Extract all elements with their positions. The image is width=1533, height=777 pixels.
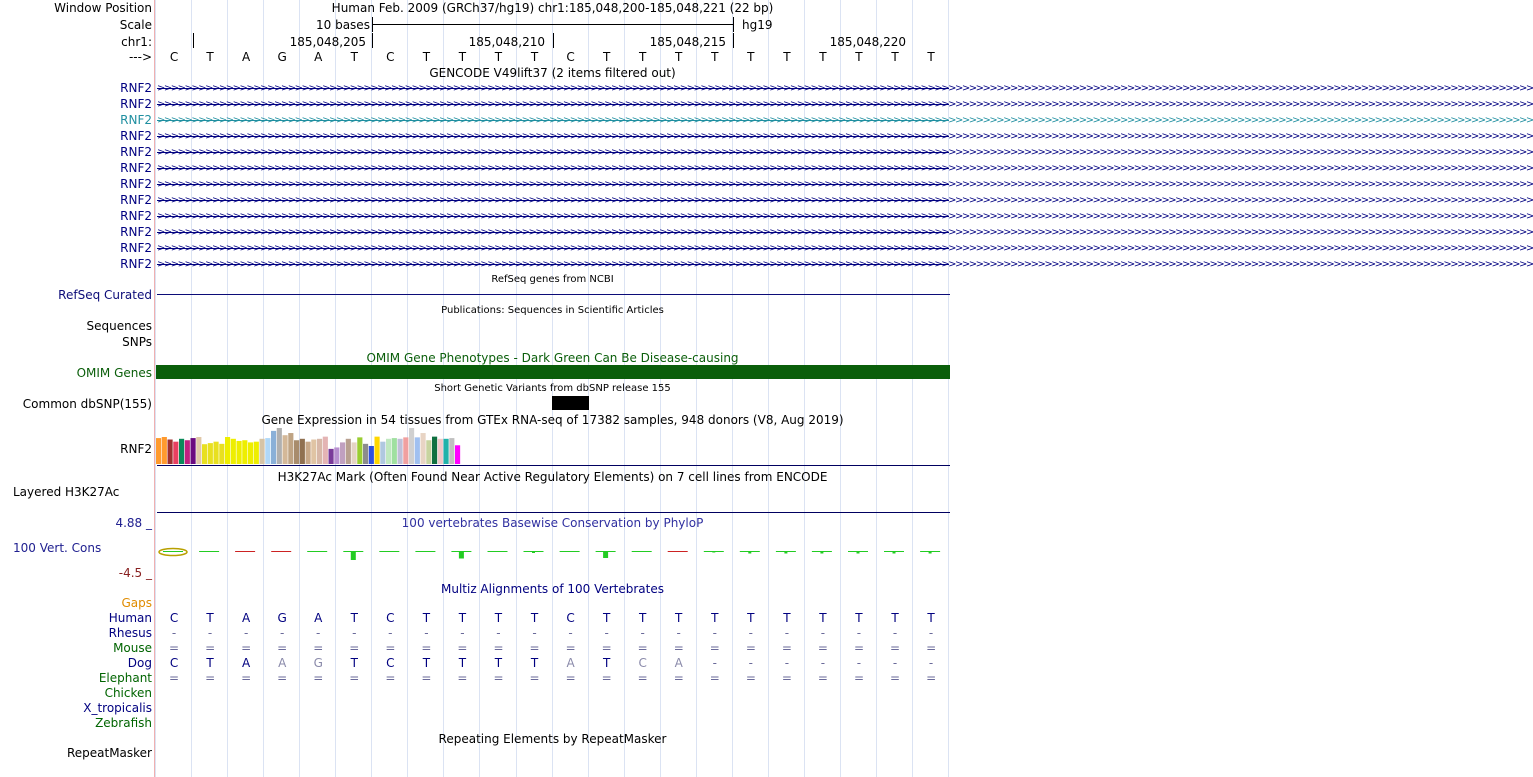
base-letter: T: [350, 50, 358, 64]
phylop-score-bar[interactable]: [208, 551, 211, 552]
base-letter: T: [819, 50, 827, 64]
alignment-base: =: [349, 671, 360, 685]
alignment-base: -: [532, 626, 537, 640]
alignment-base: G: [277, 611, 287, 625]
alignment-base: T: [855, 611, 863, 625]
gencode-transcript[interactable]: [157, 162, 1533, 175]
alignment-base: C: [169, 611, 179, 625]
alignment-base: =: [637, 671, 648, 685]
gtex-tissue-bar[interactable]: [202, 444, 207, 464]
gencode-transcript[interactable]: [157, 82, 1533, 95]
gtex-tissue-bar[interactable]: [398, 439, 403, 464]
gencode-item-label[interactable]: RNF2: [120, 145, 152, 159]
scale-label[interactable]: Scale: [119, 18, 152, 32]
alignment-base: =: [493, 671, 504, 685]
gencode-transcript[interactable]: [157, 194, 1533, 207]
alignment-base: A: [314, 611, 323, 625]
species-label[interactable]: Dog: [127, 656, 152, 670]
alignment-base: T: [675, 611, 683, 625]
gtex-tissue-bar[interactable]: [254, 442, 259, 464]
species-label[interactable]: Elephant: [98, 671, 152, 685]
base-letter: T: [891, 50, 899, 64]
phylop-label[interactable]: 100 Vert. Cons: [13, 541, 102, 555]
alignment-base: =: [817, 671, 828, 685]
gtex-tissue-bar[interactable]: [380, 442, 385, 464]
dbsnp-variant[interactable]: [552, 396, 589, 410]
alignment-base: C: [638, 656, 647, 670]
base-letter: A: [242, 50, 251, 64]
gtex-tissue-bar[interactable]: [156, 438, 161, 464]
alignment-base: -: [892, 656, 898, 670]
phylop-score-bar[interactable]: [316, 551, 319, 552]
chrom-tick-label: 185,048,205: [289, 35, 366, 49]
phylop-score-bar[interactable]: [172, 551, 175, 552]
alignment-base: -: [748, 656, 753, 670]
gtex-tissue-bar[interactable]: [386, 439, 391, 464]
phylop-score-bar[interactable]: [532, 551, 535, 553]
alignment-base: -: [856, 656, 862, 670]
chrom-tick-label: 185,048,220: [829, 35, 906, 49]
species-label[interactable]: Zebrafish: [95, 716, 152, 730]
gencode-item-label[interactable]: RNF2: [120, 225, 152, 239]
alignment-base: -: [748, 626, 753, 640]
gtex-tissue-bar[interactable]: [225, 437, 230, 464]
alignment-base: =: [493, 641, 504, 655]
gtex-tissue-bar[interactable]: [334, 447, 339, 464]
gtex-tissue-bar[interactable]: [444, 439, 449, 464]
alignment-base: G: [313, 656, 323, 670]
alignment-base: -: [388, 626, 393, 640]
phylop-title[interactable]: 100 vertebrates Basewise Conservation by PhyloP: [401, 516, 704, 530]
strand-arrows: >>>>>>>>>>>>>>>>>>>>>>>>>>>>>>>>>>>>>>>>>>>>>>>>>>>>>>>>>>>>>>>>>>>>>>>>>>>>>>>>>>>>>>>>>>>>>>>>>>>>>>>>>>>>>>>>>>>>>>>>>>>>>>>>>>>>>>>>>>>>>>>>>>>>>>>>>>>>>>>>>>>>>>>>>>>>>>>>>>>>>>>>>>>>>>>>>>>>>>>>: [157, 259, 1533, 270]
base-letter: T: [422, 50, 431, 64]
base-letter: T: [206, 50, 214, 64]
strand-arrows: >>>>>>>>>>>>>>>>>>>>>>>>>>>>>>>>>>>>>>>>>>>>>>>>>>>>>>>>>>>>>>>>>>>>>>>>>>>>>>>>>>>>>>>>>>>>>>>>>>>>>>>>>>>>>>>>>>>>>>>>>>>>>>>>>>>>>>>>>>>>>>>>>>>>>>>>>>>>>>>>>>>>>>>>>>>>>>>>>>>>>>>>>>>>>>>>>>>>>>>>: [157, 195, 1533, 206]
alignment-base: -: [676, 626, 681, 640]
alignment-base: =: [601, 641, 612, 655]
gtex-tissue-bar[interactable]: [346, 439, 351, 464]
alignment-base: T: [494, 656, 503, 670]
phylop-score-bar[interactable]: [820, 551, 823, 554]
chrom-tick-mark: [372, 33, 373, 48]
scale-bar-right-tick: [733, 17, 734, 32]
alignment-base: =: [709, 671, 720, 685]
gencode-transcript[interactable]: [157, 178, 1533, 191]
alignment-base: -: [784, 626, 790, 640]
alignment-base: =: [421, 641, 432, 655]
gtex-tissue-bar[interactable]: [231, 439, 236, 464]
phylop-score-bar[interactable]: [857, 551, 860, 554]
gtex-tissue-bar[interactable]: [363, 444, 368, 464]
gtex-tissue-bar[interactable]: [415, 437, 420, 464]
phylop-ymin: -4.5 _: [118, 566, 152, 580]
base-letter: T: [494, 50, 503, 64]
alignment-base: C: [169, 656, 179, 670]
scale-bar-left-tick: [372, 17, 373, 32]
alignment-base: T: [350, 611, 358, 625]
gencode-item-label[interactable]: RNF2: [120, 241, 152, 255]
gtex-tissue-bar[interactable]: [455, 445, 460, 464]
repeatmasker-title[interactable]: Repeating Elements by RepeatMasker: [438, 732, 667, 746]
alignment-base: -: [171, 626, 177, 640]
gtex-tissue-bar[interactable]: [311, 440, 316, 464]
alignment-base: =: [205, 671, 216, 685]
alignment-base: =: [385, 671, 396, 685]
phylop-score-bar[interactable]: [676, 551, 679, 552]
gtex-tissue-bar[interactable]: [196, 437, 201, 464]
alignment-base: =: [313, 671, 324, 685]
alignment-base: T: [819, 611, 827, 625]
window-position-text: Human Feb. 2009 (GRCh37/hg19) chr1:185,048,200-185,048,221 (22 bp): [331, 1, 774, 15]
chrom-tick-label: 185,048,215: [649, 35, 726, 49]
gtex-tissue-bar[interactable]: [162, 437, 167, 464]
strand-arrows: >>>>>>>>>>>>>>>>>>>>>>>>>>>>>>>>>>>>>>>>>>>>>>>>>>>>>>>>>>>>>>>>>>>>>>>>>>>>>>>>>>>>>>>>>>>>>>>>>>>>>>>>>>>>>>>>>>>>>>>>>>>>>>>>>>>>>>>>>>>>>>>>>>>>>>>>>>>>>>>>>>>>>>>>>>>>>>>>>>>>>>>>>>>>>>>>>>>>>>>>: [157, 99, 1533, 110]
strand-arrows: >>>>>>>>>>>>>>>>>>>>>>>>>>>>>>>>>>>>>>>>>>>>>>>>>>>>>>>>>>>>>>>>>>>>>>>>>>>>>>>>>>>>>>>>>>>>>>>>>>>>>>>>>>>>>>>>>>>>>>>>>>>>>>>>>>>>>>>>>>>>>>>>>>>>>>>>>>>>>>>>>>>>>>>>>>>>>>>>>>>>>>>>>>>>>>>>>>>>>>>>: [157, 147, 1533, 158]
gtex-tissue-bar[interactable]: [168, 440, 173, 464]
alignment-base: -: [207, 626, 213, 640]
phylop-score-bar[interactable]: [568, 551, 571, 552]
strand-arrows: >>>>>>>>>>>>>>>>>>>>>>>>>>>>>>>>>>>>>>>>>>>>>>>>>>>>>>>>>>>>>>>>>>>>>>>>>>>>>>>>>>>>>>>>>>>>>>>>>>>>>>>>>>>>>>>>>>>>>>>>>>>>>>>>>>>>>>>>>>>>>>>>>>>>>>>>>>>>>>>>>>>>>>>>>>>>>>>>>>>>>>>>>>>>>>>>>>>>>>>>: [157, 179, 1533, 190]
alignment-base: =: [349, 641, 360, 655]
alignment-base: -: [316, 626, 321, 640]
alignment-base: -: [820, 656, 826, 670]
alignment-base: -: [460, 626, 465, 640]
alignment-base: =: [385, 641, 396, 655]
phylop-plot[interactable]: [155, 540, 950, 564]
gtex-tissue-bar[interactable]: [375, 437, 380, 464]
alignment-base: =: [890, 671, 901, 685]
gtex-tissue-bar[interactable]: [449, 438, 454, 464]
gtex-tissue-bar[interactable]: [185, 440, 190, 464]
gtex-tissue-bar[interactable]: [306, 442, 311, 464]
alignment-base: =: [529, 641, 540, 655]
gtex-tissue-bar[interactable]: [288, 433, 293, 464]
alignment-base: C: [386, 611, 395, 625]
strand-label: --->: [128, 50, 152, 64]
gtex-expression-bars[interactable]: [155, 428, 555, 464]
alignment-base: -: [568, 626, 573, 640]
gtex-tissue-bar[interactable]: [426, 440, 431, 464]
dbsnp-title[interactable]: Short Genetic Variants from dbSNP release 155: [434, 383, 671, 394]
alignment-base: =: [565, 671, 576, 685]
omim-label[interactable]: OMIM Genes: [76, 366, 152, 380]
alignment-base: =: [890, 641, 901, 655]
base-letter: A: [314, 50, 323, 64]
scale-bases-text: 10 bases: [316, 18, 370, 32]
base-letter: T: [458, 50, 467, 64]
refseq-label[interactable]: RefSeq Curated: [58, 288, 152, 302]
gtex-tissue-bar[interactable]: [340, 442, 345, 464]
phylop-score-bar[interactable]: [640, 551, 643, 552]
alignment-base: A: [566, 656, 575, 670]
base-letter: T: [855, 50, 863, 64]
alignment-base: T: [711, 611, 719, 625]
alignment-base: =: [169, 641, 180, 655]
gaps-label[interactable]: Gaps: [121, 596, 152, 610]
base-letter: C: [566, 50, 575, 64]
alignment-base: =: [241, 641, 252, 655]
phylop-score-bar[interactable]: [280, 551, 283, 552]
alignment-base: -: [928, 626, 934, 640]
alignment-base: =: [673, 671, 684, 685]
gtex-tissue-bar[interactable]: [323, 437, 328, 464]
alignment-base: =: [277, 671, 288, 685]
phylop-score-bar[interactable]: [424, 551, 427, 552]
alignment-base: =: [926, 671, 937, 685]
gencode-item-label[interactable]: RNF2: [120, 161, 152, 175]
alignment-base: -: [604, 626, 609, 640]
phylop-score-bar[interactable]: [496, 551, 499, 552]
chrom-label[interactable]: chr1:: [121, 35, 152, 49]
alignment-base: =: [853, 671, 865, 685]
alignment-base: =: [709, 641, 720, 655]
alignment-base: =: [205, 641, 216, 655]
gencode-transcript[interactable]: [157, 130, 1533, 143]
gtex-tissue-bar[interactable]: [179, 439, 184, 464]
alignment-base: A: [278, 656, 287, 670]
chrom-tick-mark: [553, 33, 554, 48]
alignment-base: T: [206, 656, 214, 670]
refseq-gene-line[interactable]: [157, 294, 950, 295]
gencode-title[interactable]: GENCODE V49lift37 (2 items filtered out): [429, 66, 676, 80]
gtex-tissue-bar[interactable]: [300, 439, 305, 464]
alignment-base: =: [601, 671, 612, 685]
alignment-base: -: [928, 656, 934, 670]
gtex-tissue-bar[interactable]: [438, 439, 443, 464]
dbsnp-label[interactable]: Common dbSNP(155): [22, 397, 152, 411]
scale-bar: [372, 24, 734, 25]
phylop-ymax: 4.88 _: [115, 516, 152, 530]
alignment-base: =: [529, 671, 540, 685]
species-label[interactable]: Human: [108, 611, 152, 625]
alignment-base: T: [206, 611, 214, 625]
gtex-tissue-bar[interactable]: [283, 435, 288, 464]
phylop-score-bar[interactable]: [603, 551, 608, 558]
sequences-label[interactable]: Sequences: [86, 319, 152, 333]
alignment-base: -: [243, 626, 249, 640]
scale-assembly: hg19: [742, 18, 773, 32]
alignment-base: T: [494, 611, 503, 625]
h3k27ac-label[interactable]: Layered H3K27Ac: [13, 485, 120, 499]
alignment-base: T: [530, 611, 539, 625]
chrom-tick-label: 185,048,210: [468, 35, 545, 49]
base-letter: T: [675, 50, 683, 64]
gtex-tissue-bar[interactable]: [271, 431, 276, 464]
gtex-tissue-bar[interactable]: [421, 433, 426, 464]
alignment-base: T: [350, 656, 358, 670]
alignment-base: -: [892, 626, 898, 640]
alignment-base: T: [422, 656, 431, 670]
alignment-base: -: [424, 626, 429, 640]
repeatmasker-label[interactable]: RepeatMasker: [66, 746, 152, 760]
publications-title[interactable]: Publications: Sequences in Scientific Articles: [441, 305, 664, 316]
gtex-tissue-bar[interactable]: [409, 428, 414, 464]
gtex-title[interactable]: Gene Expression in 54 tissues from GTEx RNA-seq of 17382 samples, 948 donors (V8, Aug 2019): [261, 413, 844, 427]
alignment-base: =: [853, 641, 865, 655]
gencode-item-label[interactable]: RNF2: [120, 113, 152, 127]
gtex-tissue-bar[interactable]: [242, 440, 247, 464]
base-letter: C: [386, 50, 395, 64]
gtex-tissue-bar[interactable]: [352, 442, 357, 464]
phylop-score-bar[interactable]: [459, 551, 464, 559]
gtex-tissue-bar[interactable]: [432, 437, 437, 464]
gtex-tissue-bar[interactable]: [214, 442, 219, 464]
gtex-tissue-bar[interactable]: [369, 446, 374, 464]
base-letter: C: [169, 50, 179, 64]
gtex-tissue-bar[interactable]: [277, 428, 282, 464]
gtex-tissue-bar[interactable]: [403, 437, 408, 464]
phylop-score-bar[interactable]: [244, 551, 247, 552]
gtex-tissue-bar[interactable]: [237, 441, 242, 464]
gencode-item-label[interactable]: RNF2: [120, 193, 152, 207]
gencode-item-label[interactable]: RNF2: [120, 97, 152, 111]
alignment-base: T: [458, 611, 467, 625]
alignment-base: -: [784, 656, 790, 670]
alignment-base: A: [674, 656, 683, 670]
alignment-base: T: [891, 611, 899, 625]
h3k27ac-title[interactable]: H3K27Ac Mark (Often Found Near Active Regulatory Elements) on 7 cell lines from ENCODE: [277, 470, 828, 484]
alignment-base: -: [640, 626, 645, 640]
alignment-base: =: [745, 671, 756, 685]
phylop-score-bar[interactable]: [388, 551, 391, 552]
phylop-score-bar[interactable]: [351, 551, 356, 560]
gencode-item-label[interactable]: RNF2: [120, 177, 152, 191]
strand-arrows: >>>>>>>>>>>>>>>>>>>>>>>>>>>>>>>>>>>>>>>>>>>>>>>>>>>>>>>>>>>>>>>>>>>>>>>>>>>>>>>>>>>>>>>>>>>>>>>>>>>>>>>>>>>>>>>>>>>>>>>>>>>>>>>>>>>>>>>>>>>>>>>>>>>>>>>>>>>>>>>>>>>>>>>>>>>>>>>>>>>>>>>>>>>>>>>>>>>>>>>>: [157, 115, 1533, 126]
alignment-base: =: [313, 641, 324, 655]
alignment-base: =: [457, 671, 468, 685]
gencode-transcript[interactable]: [157, 210, 1533, 223]
gencode-transcript[interactable]: [157, 98, 1533, 111]
alignment-base: -: [496, 626, 501, 640]
gencode-transcript[interactable]: [157, 146, 1533, 159]
alignment-base: T: [530, 656, 539, 670]
alignment-base: T: [602, 611, 611, 625]
alignment-base: =: [637, 641, 648, 655]
gtex-tissue-bar[interactable]: [173, 442, 178, 464]
alignment-base: T: [458, 656, 467, 670]
gencode-transcript[interactable]: [157, 226, 1533, 239]
alignment-base: -: [712, 626, 717, 640]
omim-title[interactable]: OMIM Gene Phenotypes - Dark Green Can Be Disease-causing: [366, 351, 739, 365]
alignment-base: =: [169, 671, 180, 685]
alignment-base: =: [926, 641, 937, 655]
alignment-base: C: [386, 656, 395, 670]
alignment-base: -: [820, 626, 826, 640]
base-letter: T: [530, 50, 539, 64]
alignment-base: A: [242, 611, 251, 625]
gencode-transcript[interactable]: [157, 258, 1533, 271]
base-letter: T: [927, 50, 935, 64]
alignment-base: =: [241, 671, 252, 685]
gencode-item-label[interactable]: RNF2: [120, 81, 152, 95]
gtex-tissue-bar[interactable]: [392, 438, 397, 464]
window-position-label[interactable]: Window Position: [54, 1, 152, 15]
alignment-base: =: [817, 641, 828, 655]
gtex-tissue-bar[interactable]: [317, 439, 322, 464]
strand-arrows: >>>>>>>>>>>>>>>>>>>>>>>>>>>>>>>>>>>>>>>>>>>>>>>>>>>>>>>>>>>>>>>>>>>>>>>>>>>>>>>>>>>>>>>>>>>>>>>>>>>>>>>>>>>>>>>>>>>>>>>>>>>>>>>>>>>>>>>>>>>>>>>>>>>>>>>>>>>>>>>>>>>>>>>>>>>>>>>>>>>>>>>>>>>>>>>>>>>>>>>>: [157, 227, 1533, 238]
strand-arrows: >>>>>>>>>>>>>>>>>>>>>>>>>>>>>>>>>>>>>>>>>>>>>>>>>>>>>>>>>>>>>>>>>>>>>>>>>>>>>>>>>>>>>>>>>>>>>>>>>>>>>>>>>>>>>>>>>>>>>>>>>>>>>>>>>>>>>>>>>>>>>>>>>>>>>>>>>>>>>>>>>>>>>>>>>>>>>>>>>>>>>>>>>>>>>>>>>>>>>>>>: [157, 83, 1533, 94]
chrom-tick-mark: [733, 33, 734, 48]
base-letter: T: [747, 50, 755, 64]
omim-bar[interactable]: [156, 365, 950, 379]
alignment-base: T: [639, 611, 647, 625]
gtex-label[interactable]: RNF2: [120, 442, 152, 456]
alignment-base: A: [242, 656, 251, 670]
phylop-score-bar[interactable]: [712, 551, 715, 553]
alignment-base: =: [745, 641, 756, 655]
alignment-base: =: [421, 671, 432, 685]
snps-label[interactable]: SNPs: [122, 335, 152, 349]
base-letter: G: [277, 50, 287, 64]
gencode-item-label[interactable]: RNF2: [120, 209, 152, 223]
gtex-tissue-bar[interactable]: [260, 439, 265, 464]
alignment-base: -: [856, 626, 862, 640]
phylop-score-bar[interactable]: [784, 551, 787, 554]
alignment-base: =: [277, 641, 288, 655]
species-label[interactable]: Chicken: [104, 686, 152, 700]
alignment-base: T: [927, 611, 935, 625]
phylop-score-bar[interactable]: [893, 551, 896, 554]
gtex-tissue-bar[interactable]: [357, 437, 362, 464]
gtex-tissue-bar[interactable]: [248, 442, 253, 464]
alignment-base: -: [280, 626, 285, 640]
alignment-base: T: [783, 611, 791, 625]
gtex-tissue-bar[interactable]: [294, 440, 299, 464]
alignment-base: T: [422, 611, 431, 625]
phylop-score-bar[interactable]: [929, 551, 932, 554]
alignment-base: C: [566, 611, 575, 625]
gtex-tissue-bar[interactable]: [329, 449, 334, 464]
alignment-base: =: [781, 641, 792, 655]
strand-arrows: >>>>>>>>>>>>>>>>>>>>>>>>>>>>>>>>>>>>>>>>>>>>>>>>>>>>>>>>>>>>>>>>>>>>>>>>>>>>>>>>>>>>>>>>>>>>>>>>>>>>>>>>>>>>>>>>>>>>>>>>>>>>>>>>>>>>>>>>>>>>>>>>>>>>>>>>>>>>>>>>>>>>>>>>>>>>>>>>>>>>>>>>>>>>>>>>>>>>>>>>: [157, 163, 1533, 174]
refseq-title[interactable]: RefSeq genes from NCBI: [491, 274, 614, 285]
base-letter: T: [783, 50, 791, 64]
alignment-base: -: [352, 626, 357, 640]
alignment-base: =: [673, 641, 684, 655]
gtex-tissue-bar[interactable]: [208, 443, 213, 464]
species-label[interactable]: Mouse: [113, 641, 152, 655]
base-letter: T: [639, 50, 647, 64]
gencode-transcript[interactable]: [157, 242, 1533, 255]
gtex-tissue-bar[interactable]: [265, 438, 270, 464]
h3k27ac-baseline: [157, 512, 950, 513]
base-letter: T: [711, 50, 719, 64]
species-label[interactable]: Rhesus: [108, 626, 152, 640]
phylop-score-bar[interactable]: [748, 551, 751, 554]
gencode-transcript[interactable]: [157, 114, 1533, 127]
multiz-title[interactable]: Multiz Alignments of 100 Vertebrates: [440, 582, 665, 596]
alignment-base: -: [712, 656, 717, 670]
strand-arrows: >>>>>>>>>>>>>>>>>>>>>>>>>>>>>>>>>>>>>>>>>>>>>>>>>>>>>>>>>>>>>>>>>>>>>>>>>>>>>>>>>>>>>>>>>>>>>>>>>>>>>>>>>>>>>>>>>>>>>>>>>>>>>>>>>>>>>>>>>>>>>>>>>>>>>>>>>>>>>>>>>>>>>>>>>>>>>>>>>>>>>>>>>>>>>>>>>>>>>>>>: [157, 243, 1533, 254]
alignment-base: T: [602, 656, 611, 670]
strand-arrows: >>>>>>>>>>>>>>>>>>>>>>>>>>>>>>>>>>>>>>>>>>>>>>>>>>>>>>>>>>>>>>>>>>>>>>>>>>>>>>>>>>>>>>>>>>>>>>>>>>>>>>>>>>>>>>>>>>>>>>>>>>>>>>>>>>>>>>>>>>>>>>>>>>>>>>>>>>>>>>>>>>>>>>>>>>>>>>>>>>>>>>>>>>>>>>>>>>>>>>>>: [157, 131, 1533, 142]
base-letter: T: [602, 50, 611, 64]
strand-arrows: >>>>>>>>>>>>>>>>>>>>>>>>>>>>>>>>>>>>>>>>>>>>>>>>>>>>>>>>>>>>>>>>>>>>>>>>>>>>>>>>>>>>>>>>>>>>>>>>>>>>>>>>>>>>>>>>>>>>>>>>>>>>>>>>>>>>>>>>>>>>>>>>>>>>>>>>>>>>>>>>>>>>>>>>>>>>>>>>>>>>>>>>>>>>>>>>>>>>>>>>: [157, 211, 1533, 222]
alignment-base: =: [565, 641, 576, 655]
gtex-tissue-bar[interactable]: [191, 438, 196, 464]
gtex-separator: [157, 465, 950, 466]
alignment-base: T: [747, 611, 755, 625]
chrom-tick-mark: [193, 33, 194, 48]
gencode-item-label[interactable]: RNF2: [120, 129, 152, 143]
gtex-tissue-bar[interactable]: [219, 444, 224, 464]
gencode-item-label[interactable]: RNF2: [120, 257, 152, 271]
alignment-base: =: [457, 641, 468, 655]
species-label[interactable]: X_tropicalis: [83, 701, 152, 715]
alignment-base: =: [781, 671, 792, 685]
